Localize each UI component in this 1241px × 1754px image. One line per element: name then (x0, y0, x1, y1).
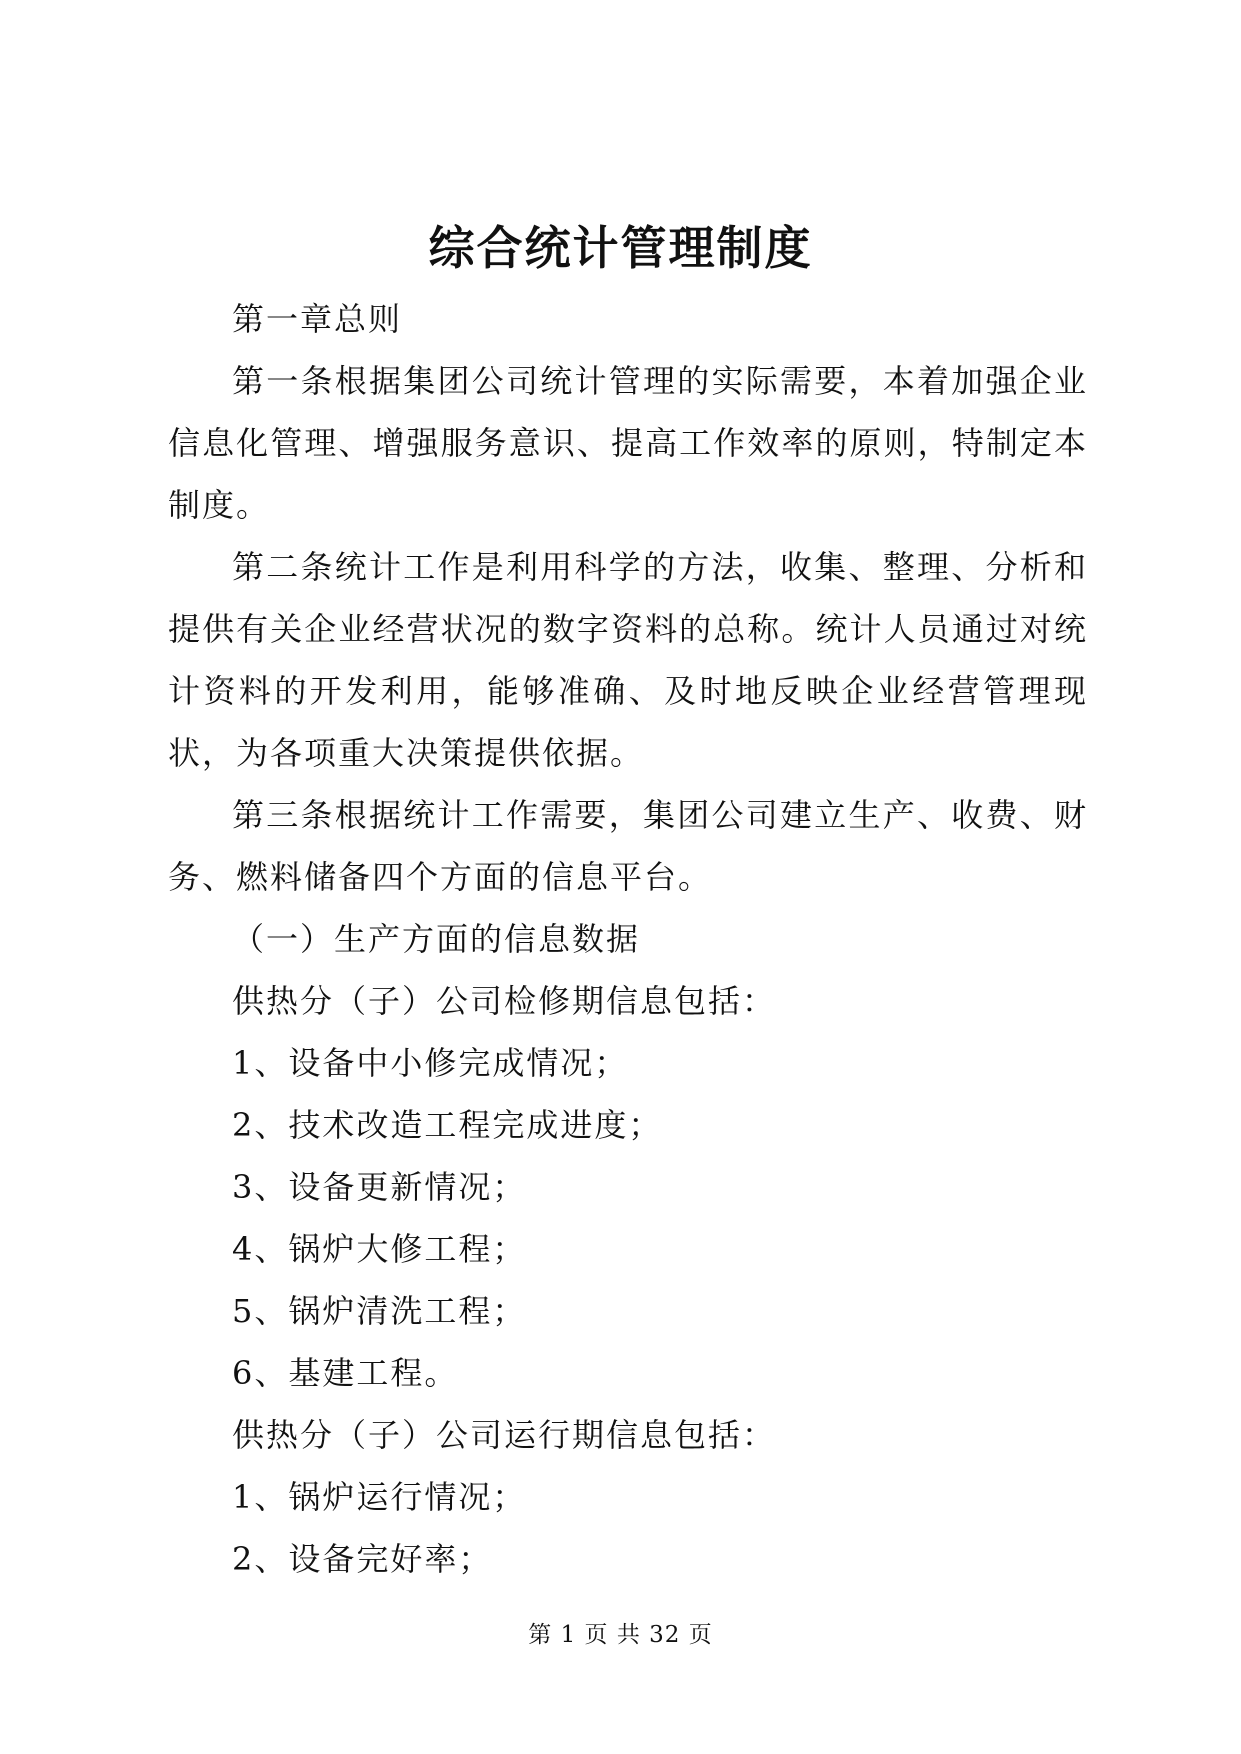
section-heading: （一）生产方面的信息数据 (232, 920, 641, 958)
list-item: 3、设备更新情况； (232, 1168, 527, 1206)
list-item: 4、锅炉大修工程； (232, 1230, 527, 1268)
document-body (168, 288, 1088, 1590)
list-item: 2、设备完好率； (232, 1540, 493, 1578)
document-title: 综合统计管理制度 (428, 221, 813, 275)
list-item: 5、锅炉清洗工程； (232, 1292, 527, 1330)
article-1-paragraph: 第一条根据集团公司统计管理的实际需要，本着加强企业信息化管理、增强服务意识、提高工作效率的原则，特制定本制度。 (168, 362, 1088, 524)
article-3-paragraph: 第三条根据统计工作需要，集团公司建立生产、收费、财务、燃料储备四个方面的信息平台。 (168, 796, 1088, 896)
article-2-paragraph: 第二条统计工作是利用科学的方法，收集、整理、分析和提供有关企业经营状况的数字资料的总称。统计人员通过对统计资料的开发利用，能够准确、及时地反映企业经营管理现状，为各项重大决策提供依据。 (168, 548, 1088, 772)
page-number: 第 1 页 共 32 页 (528, 1622, 713, 1648)
list-item: 6、基建工程。 (232, 1354, 459, 1392)
maintenance-heading: 供热分（子）公司检修期信息包括： (232, 982, 777, 1020)
list-item: 2、技术改造工程完成进度； (232, 1106, 663, 1144)
chapter-heading: 第一章总则 (232, 300, 403, 338)
list-item: 1、锅炉运行情况； (232, 1478, 527, 1516)
list-item: 1、设备中小修完成情况； (232, 1044, 629, 1082)
operation-heading: 供热分（子）公司运行期信息包括： (232, 1416, 777, 1454)
